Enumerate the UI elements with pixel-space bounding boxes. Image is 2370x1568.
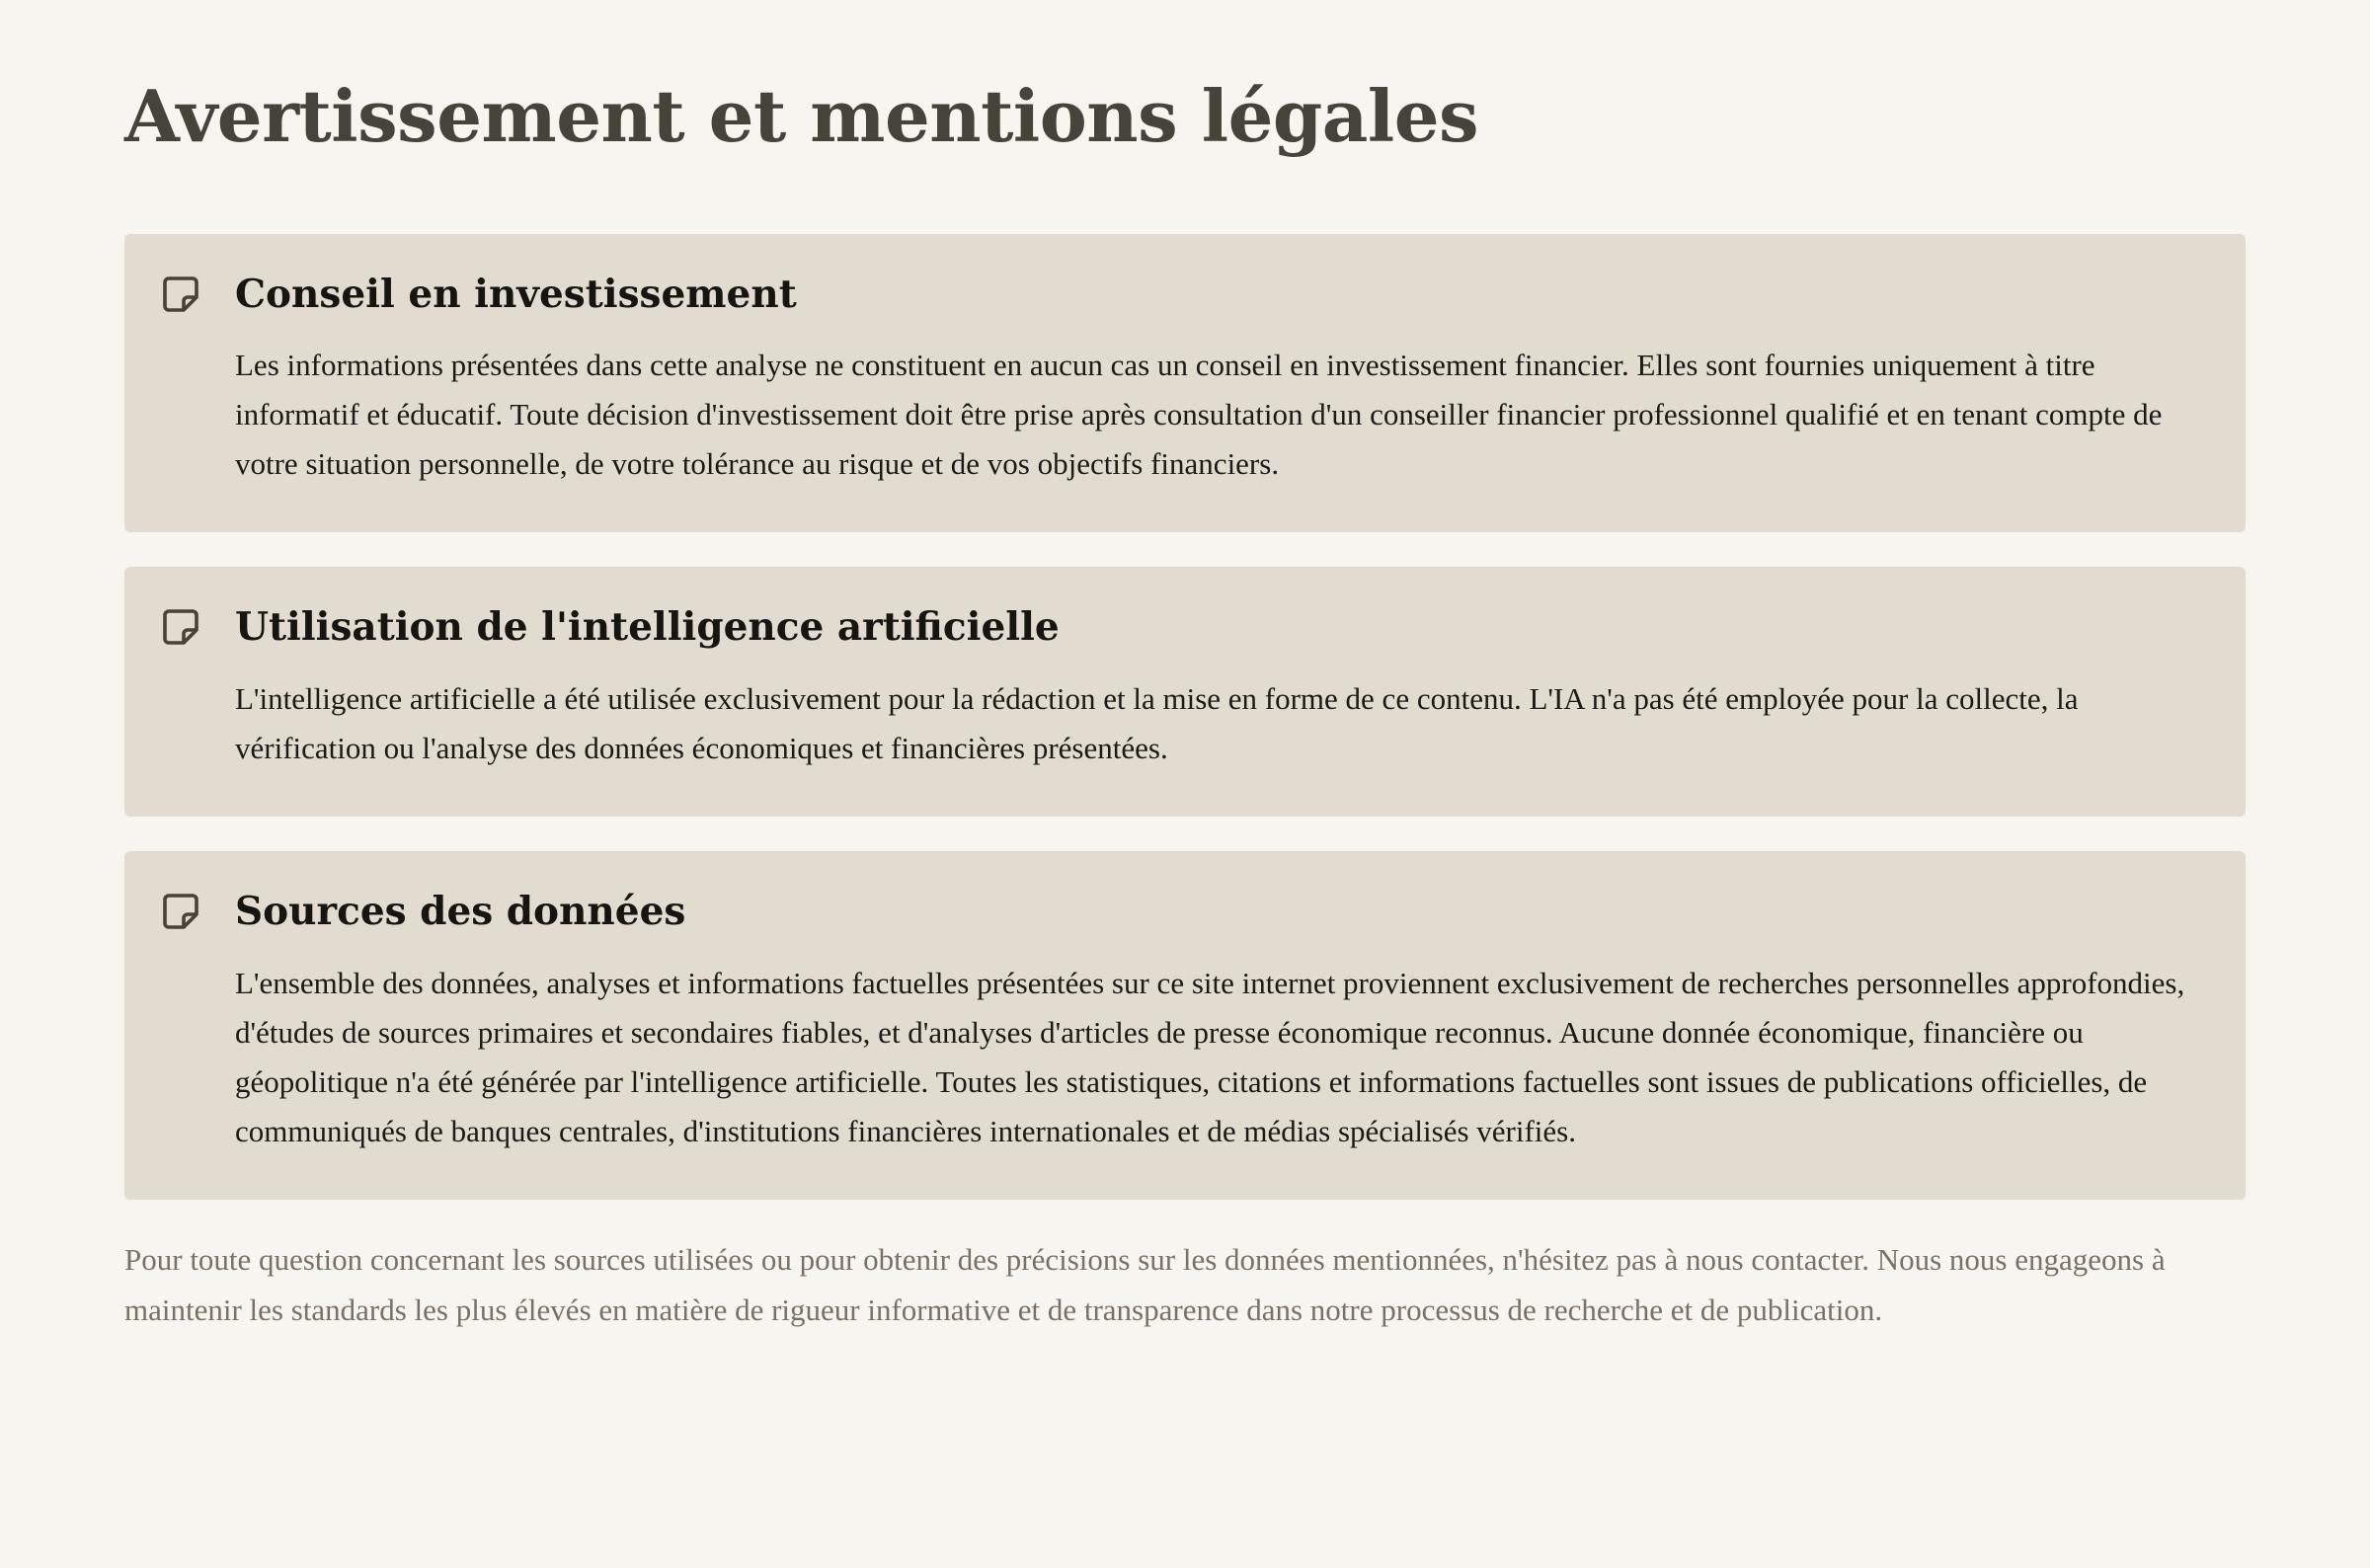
note-icon <box>160 891 201 932</box>
section-investment-advice <box>124 234 2246 533</box>
section-body: Les informations présentées dans cette analyse ne constituent en aucun cas un conseil en investissement financier. Elles sont fournies uniquement à titre informatif et éducatif. Toute décision d'investissement doit être prise après consultation d'un conseiller financier professionnel qualifié et en tenant compte de votre situation personnelle, de votre tolérance au risque et de vos objectifs financiers. <box>235 348 2163 482</box>
section-heading: Sources des données <box>235 889 686 934</box>
note-icon <box>160 274 201 315</box>
section-data-sources <box>124 851 2246 1200</box>
section-heading: Conseil en investissement <box>235 271 797 317</box>
section-body: L'ensemble des données, analyses et informations factuelles présentées sur ce site internet proviennent exclusivement de recherches personnelles approfondies, d'études de sources primaires et secondaires fiables, et d'analyses d'articles de presse économique reconnus. Aucune donnée économique, financière ou géopolitique n'a été générée par l'intelligence artificielle. Toutes les statistiques, citations et informations factuelles sont issues de publications officielles, de communiqués de banques centrales, d'institutions financières internationales et de médias spécialisés vérifiés. <box>235 965 2185 1148</box>
section-heading: Utilisation de l'intelligence artificielle <box>235 604 1060 651</box>
section-body: L'intelligence artificielle a été utilisée exclusivement pour la rédaction et la mise en forme de ce contenu. L'IA n'a pas été employée pour la collecte, la vérification ou l'analyse des données économiques et financières présentées. <box>235 681 2079 765</box>
contact-note: Pour toute question concernant les sources utilisées ou pour obtenir des précisions sur les données mentionnées, n'hésitez pas à nous contacter. Nous nous engageons à maintenir les standards les plus élevés en matière de rigueur informative et de transparence dans notre processus de recherche et de publication. <box>124 1241 2166 1327</box>
section-ai-usage <box>124 567 2246 817</box>
note-icon <box>160 606 201 648</box>
page-title: Avertissement et mentions légales <box>124 74 1479 158</box>
